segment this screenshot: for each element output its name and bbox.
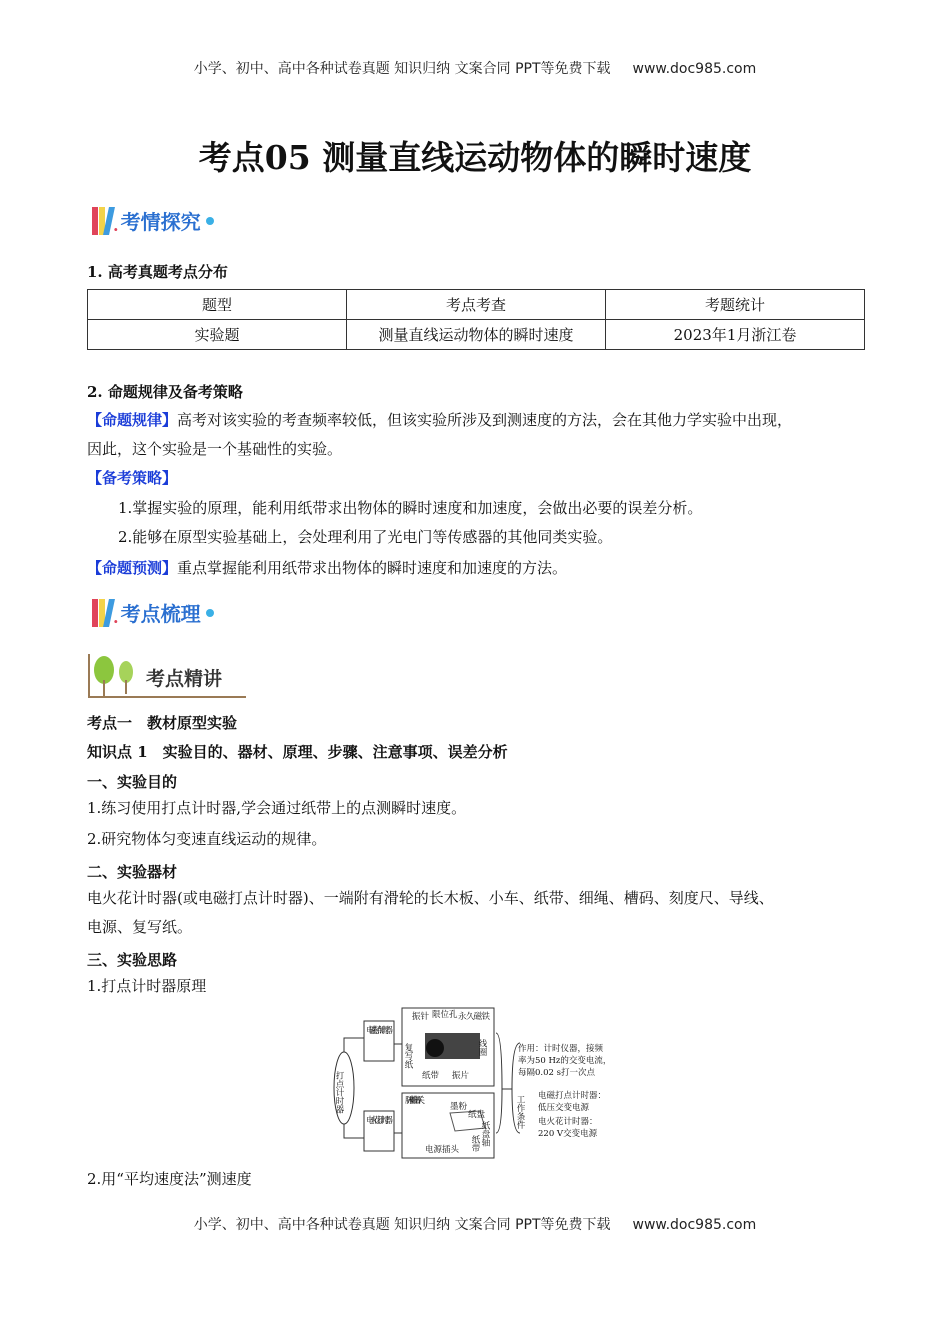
purpose-item: 1.练习使用打点计时器,学会通过纸带上的点测瞬时速度。 [87,799,467,817]
em-timer-label: 电磁打点计时器 [366,1026,393,1036]
part-label: 墨粉 [450,1102,468,1112]
rule-paragraph [87,406,887,464]
predict-label: 【命题预测】 [87,559,178,577]
diagram-root-label: 打点计时器 [334,1071,344,1114]
tree-icon [90,654,140,696]
banner-title: 考点精讲 [146,668,223,690]
section-heading: 1. 高考真题考点分布 [87,263,228,281]
part-label: 纸盘轴 [480,1121,490,1147]
table-header-row [88,290,865,320]
section-banner-1 [92,206,214,235]
condition-text: 低压交变电源 [538,1103,590,1113]
table-header: 考题统计 [606,290,865,320]
footer-url[interactable]: www.doc985.com [632,1217,757,1233]
header-text: 小学、初中、高中各种试卷真题 知识归纳 文案合同 PPT等免费下载 [193,61,611,77]
table-cell: 测量直线运动物体的瞬时速度 [347,320,606,350]
table-header: 考点考查 [347,290,606,320]
part-label: 永久磁铁 [458,1012,490,1022]
section-heading: 2. 命题规律及备考策略 [87,383,243,401]
condition-text: 220 V交变电源 [538,1129,598,1139]
page-title: 考点05 测量直线运动物体的瞬时速度 [198,138,752,177]
use-text: 率为50 Hz的交变电流， [518,1056,612,1066]
use-text: 作用：计时仪器，接频 [518,1044,604,1054]
table-row [88,320,865,350]
knowledge-heading: 知识点 1 实验目的、器材、原理、步骤、注意事项、误差分析 [87,743,508,761]
section-banner-3 [88,654,246,698]
condition-text: 电磁打点计时器： [538,1091,607,1101]
exam-table [87,289,865,350]
part-label: 纸盘 [468,1110,486,1120]
rule-text: 高考对该实验的考查频率较低，但该实验所涉及到测速度的方法，会在其他力学实验中出现， [177,411,793,429]
part-label: 振片 [452,1071,470,1081]
timer-diagram [330,1003,630,1163]
footer-text: 小学、初中、高中各种试卷真题 知识归纳 文案合同 PPT等免费下载 [193,1217,611,1233]
header-url[interactable]: www.doc985.com [632,61,757,77]
use-text: 每隔0.02 s打一次点 [518,1068,595,1078]
part-label: 脉冲输出开关 [405,1096,425,1106]
part-label: 限位孔 [432,1010,458,1020]
topic-heading: 考点一 教材原型实验 [87,714,238,732]
section-banner-2 [92,598,214,627]
rule-label: 【命题规律】 [87,411,178,429]
purpose-item: 2.研究物体匀变速直线运动的规律。 [87,830,327,848]
table-header: 题型 [88,290,347,320]
books-icon: . [92,207,119,235]
strategy-item: 2.能够在原型实验基础上，会处理利用了光电门等传感器的其他同类实验。 [118,528,613,546]
subsection-heading: 一、实验目的 [87,773,178,791]
principle-item: 1.打点计时器原理 [87,977,207,995]
principle-item: 2.用“平均速度法”测速度 [87,1170,252,1188]
spark-timer-label: 电火花计时器 [366,1116,393,1126]
part-label: 振针 [412,1012,430,1022]
dot-icon [206,609,214,617]
rule-text: 因此，这个实验是一个基础性的实验。 [87,440,343,458]
equipment-paragraph [87,884,887,942]
part-label: 复写纸 [403,1043,413,1069]
equipment-text: 电源、复写纸。 [87,918,193,936]
subsection-heading: 二、实验器材 [87,863,178,881]
page-footer [0,1214,950,1234]
strategy-label: 【备考策略】 [87,469,178,487]
part-label: 纸带 [470,1135,480,1152]
strategy-item: 1.掌握实验的原理，能利用纸带求出物体的瞬时速度和加速度，会做出必要的误差分析。 [118,499,703,517]
table-cell: 2023年1月浙江卷 [606,320,865,350]
equipment-text: 电火花计时器(或电磁打点计时器)、一端附有滑轮的长木板、小车、纸带、细绳、槽码、刻度尺、导线、 [87,889,774,907]
predict-text: 重点掌握能利用纸带求出物体的瞬时速度和加速度的方法。 [177,559,568,577]
subsection-heading: 三、实验思路 [87,951,178,969]
dot-icon [206,217,214,225]
banner-title: 考点梳理 [120,602,201,626]
part-label: 电源插头 [425,1145,460,1155]
condition-text: 电火花计时器： [538,1117,598,1127]
part-label: 线圈 [477,1039,487,1056]
page-header [0,58,950,78]
table-cell: 实验题 [88,320,347,350]
conditions-label: 工作条件 [515,1095,525,1129]
part-label: 纸带 [422,1071,440,1081]
banner-title: 考情探究 [120,210,201,234]
books-icon: . [92,599,119,627]
predict-paragraph [87,554,567,583]
